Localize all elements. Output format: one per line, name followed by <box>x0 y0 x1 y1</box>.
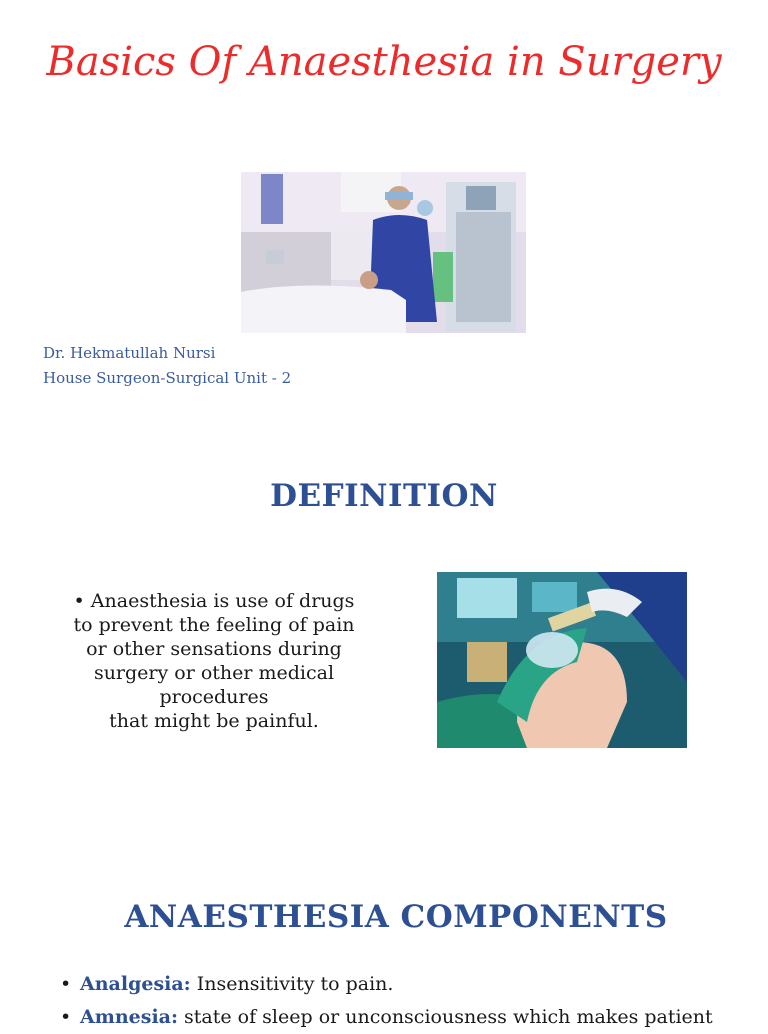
list-item <box>60 1001 760 1034</box>
definition-heading: DEFINITION <box>270 478 498 514</box>
component-description: state of sleep or unconsciousness which makes patient <box>178 1006 713 1028</box>
component-term: Amnesia: <box>80 1006 178 1028</box>
author-name: Dr. Hekmatullah Nursi <box>43 344 216 362</box>
document-title: Basics Of Anaesthesia in Surgery <box>46 39 722 85</box>
component-term: Analgesia: <box>80 973 191 995</box>
author-position: House Surgeon-Surgical Unit - 2 <box>43 369 292 387</box>
bullet-icon: • <box>60 973 72 995</box>
definition-text <box>55 589 373 733</box>
component-description: Insensitivity to pain. <box>190 973 394 995</box>
definition-line: to prevent the feeling of pain <box>73 614 355 636</box>
author-info <box>43 341 291 391</box>
definition-line: • Anaesthesia is use of drugs <box>73 590 355 612</box>
components-heading: ANAESTHESIA COMPONENTS <box>124 899 668 935</box>
definition-line: or other sensations during <box>86 638 342 660</box>
list-item <box>60 968 760 1001</box>
bullet-icon: • <box>60 1006 72 1028</box>
anaesthesia-mask-photo <box>437 572 687 748</box>
definition-line: procedures <box>159 686 269 708</box>
surgery-photo <box>241 172 526 333</box>
components-list <box>60 968 760 1034</box>
definition-line: that might be painful. <box>109 710 319 732</box>
definition-line: surgery or other medical <box>93 662 335 684</box>
